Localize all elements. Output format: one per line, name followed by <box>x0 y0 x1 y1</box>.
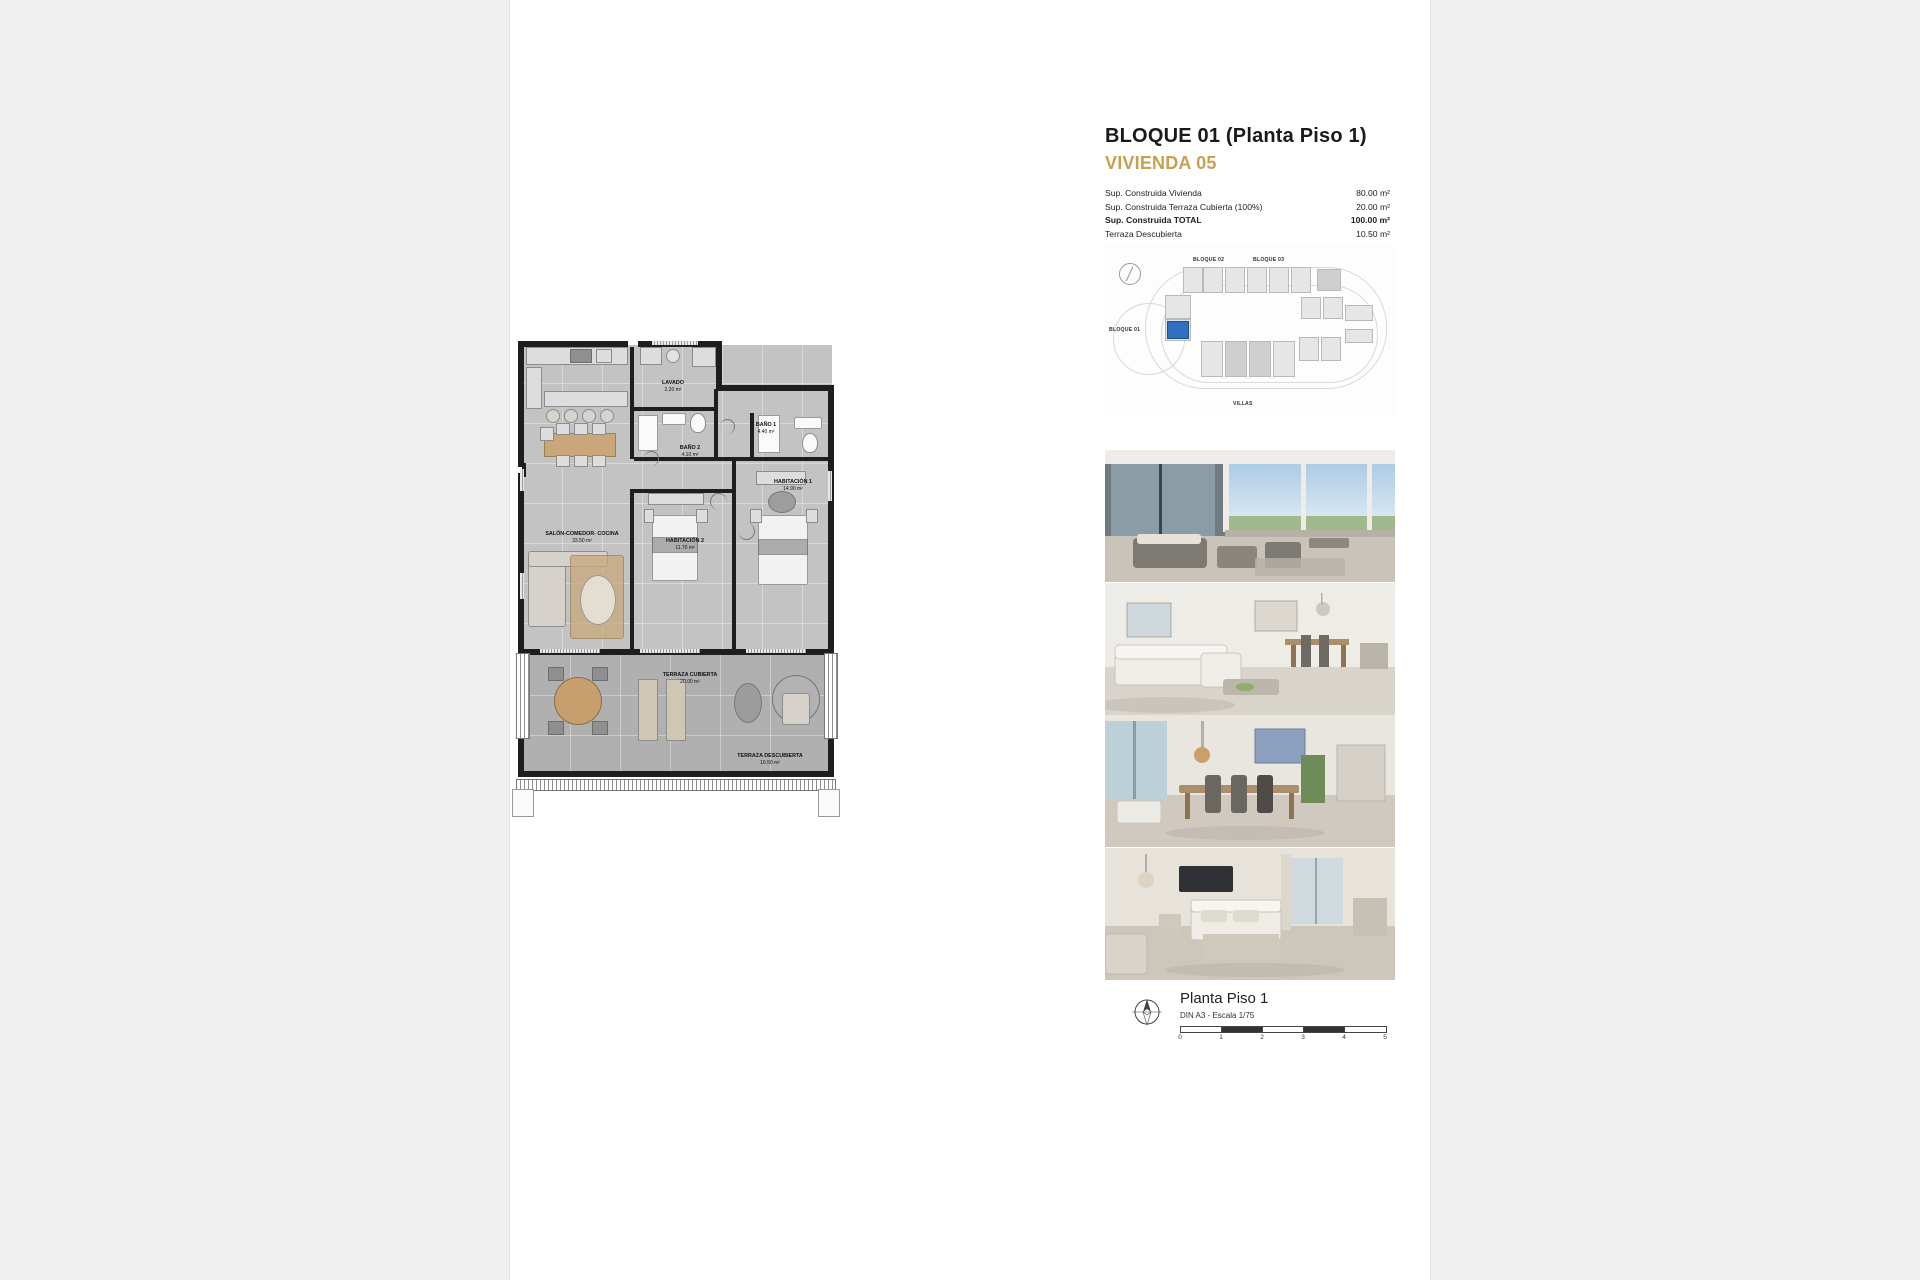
sun-lounger <box>638 679 658 741</box>
room-area: 10.50 m² <box>760 760 780 766</box>
armchair <box>768 491 796 513</box>
site-building <box>1225 267 1245 293</box>
room-area: 14.90 m² <box>783 486 803 492</box>
room-label-terraza-descubierta <box>710 753 830 767</box>
cushion <box>782 693 810 725</box>
room-name: BAÑO 2 <box>679 445 701 451</box>
room-label-bano-1 <box>738 422 794 436</box>
site-building <box>1273 341 1295 377</box>
site-building <box>1201 341 1223 377</box>
floor-plan <box>510 323 980 843</box>
north-compass-icon <box>1130 995 1164 1029</box>
render-dining-room <box>1105 715 1395 847</box>
cooktop <box>570 349 592 363</box>
plan-sheet <box>510 5 1430 1280</box>
dining-table <box>544 433 616 457</box>
outdoor-table <box>554 677 602 725</box>
stool <box>546 409 560 423</box>
room-area: 2.20 m² <box>664 387 682 393</box>
dining-chair <box>574 423 588 435</box>
planter <box>818 789 840 817</box>
interior-wall <box>754 457 830 461</box>
railing <box>824 653 838 739</box>
room-label-terraza-cubierta <box>635 672 745 686</box>
area-label: Sup. Construida TOTAL <box>1105 215 1202 225</box>
area-label: Sup. Construida Terraza Cubierta (100%) <box>1105 201 1263 212</box>
room-label-salon-comedor-cocina <box>522 531 642 545</box>
area-value: 10.50 m² <box>1356 228 1390 239</box>
nightstand <box>806 509 818 523</box>
room-area: 11.70 m² <box>675 545 695 551</box>
outdoor-armchair <box>734 683 762 723</box>
exterior-wall <box>716 385 834 391</box>
interior-wall <box>732 461 736 649</box>
room-area: 4.10 m² <box>681 452 699 458</box>
scale-tick: 4 <box>1342 1034 1346 1041</box>
railing <box>516 653 530 739</box>
drain <box>666 349 680 363</box>
scale-bar <box>1178 1026 1387 1041</box>
planter <box>512 789 534 817</box>
interior-wall <box>634 407 718 411</box>
area-label: Terraza Descubierta <box>1105 228 1182 239</box>
nightstand <box>644 509 654 523</box>
room-name: SALÓN-COMEDOR- COCINA <box>545 531 619 537</box>
sofa <box>528 559 566 627</box>
interior-wall <box>630 347 634 459</box>
area-value: 100.00 m² <box>1350 215 1390 225</box>
scale-tick: 0 <box>1178 1034 1182 1041</box>
kitchen-island <box>544 391 628 407</box>
shower <box>638 415 658 451</box>
washbasin <box>794 417 822 429</box>
header-block <box>1105 125 1400 241</box>
table-row <box>1105 228 1390 242</box>
door-swing <box>710 493 727 510</box>
room-name: HABITACIÓN 2 <box>666 538 704 544</box>
room-label-habitacion-2 <box>650 538 720 552</box>
exterior-wall <box>716 341 722 389</box>
site-building <box>1203 267 1223 293</box>
washbasin <box>662 413 686 425</box>
site-building <box>1321 337 1341 361</box>
dining-chair <box>556 423 570 435</box>
interior-wall <box>750 413 754 461</box>
toilet <box>690 413 706 433</box>
outdoor-chair <box>548 667 564 681</box>
terrace-wall <box>518 771 834 777</box>
render-terrace <box>1105 450 1395 582</box>
render-dining-image <box>1105 715 1395 847</box>
table-row <box>1105 214 1390 228</box>
site-building <box>1301 297 1321 319</box>
site-building <box>1317 269 1341 291</box>
site-building <box>1165 295 1191 319</box>
scale-tick: 2 <box>1260 1034 1264 1041</box>
stool <box>600 409 614 423</box>
site-building <box>1247 267 1267 293</box>
nightstand <box>696 509 708 523</box>
window <box>520 469 524 491</box>
room-label-lavado <box>643 380 703 394</box>
areas-table <box>1105 187 1390 241</box>
washer <box>640 347 662 365</box>
outdoor-chair <box>548 721 564 735</box>
outdoor-chair <box>592 667 608 681</box>
stool <box>564 409 578 423</box>
dining-chair <box>592 423 606 435</box>
site-building <box>1345 305 1373 321</box>
room-name: TERRAZA DESCUBIERTA <box>737 753 803 759</box>
room-label-bano-2 <box>660 445 720 459</box>
toilet <box>802 433 818 453</box>
bed-throw <box>758 539 808 555</box>
outdoor-chair <box>592 721 608 735</box>
site-building <box>1225 341 1247 377</box>
document-page <box>510 0 1430 1280</box>
room-area: 4.40 m² <box>757 429 775 435</box>
interior-wall <box>630 489 634 649</box>
render-living-image <box>1105 583 1395 715</box>
scale-tick: 3 <box>1301 1034 1305 1041</box>
siteplan-label: BLOQUE 02 <box>1193 257 1225 263</box>
window <box>828 471 832 501</box>
sliding-door <box>746 649 806 653</box>
render-terrace-image <box>1105 450 1395 582</box>
coffee-table <box>580 575 616 625</box>
area-label: Sup. Construida Vivienda <box>1105 188 1202 198</box>
scale-tick: 5 <box>1383 1034 1387 1041</box>
site-building <box>1183 267 1203 293</box>
room-name: TERRAZA CUBIERTA <box>662 672 718 678</box>
dining-chair <box>540 427 554 441</box>
door-swing <box>720 419 735 434</box>
footer-subtitle: DIN A3 - Escala 1/75 <box>1180 1011 1255 1020</box>
door-swing <box>738 523 755 540</box>
laundry-sink <box>692 347 716 367</box>
render-bedroom-image <box>1105 848 1395 980</box>
scale-tick: 1 <box>1219 1034 1223 1041</box>
sink <box>596 349 612 363</box>
siteplan-label: BLOQUE 03 <box>1253 257 1285 263</box>
table-row <box>1105 187 1390 201</box>
site-building <box>1299 337 1319 361</box>
sun-lounger <box>666 679 686 741</box>
room-area: 33.50 m² <box>572 538 592 544</box>
render-bedroom <box>1105 848 1395 980</box>
room-area: 20.00 m² <box>680 679 700 685</box>
site-building <box>1249 341 1271 377</box>
unit-title: VIVIENDA 05 <box>1105 153 1217 173</box>
room-name: BAÑO 1 <box>755 422 777 428</box>
site-location-plan <box>1105 245 1395 415</box>
dining-chair <box>592 455 606 467</box>
site-building <box>1345 329 1373 343</box>
table-row <box>1105 201 1390 215</box>
highlighted-unit <box>1167 321 1189 339</box>
nightstand <box>750 509 762 523</box>
window <box>652 341 698 345</box>
railing <box>516 779 836 791</box>
wardrobe <box>648 493 704 505</box>
room-label-habitacion-1 <box>758 479 828 493</box>
area-value: 80.00 m² <box>1356 188 1390 198</box>
exterior-wall <box>518 341 524 467</box>
sliding-door <box>540 649 600 653</box>
siteplan-label: VILLAS <box>1233 401 1253 407</box>
room-name: HABITACIÓN 1 <box>774 479 812 485</box>
footer-title: Planta Piso 1 <box>1180 990 1269 1007</box>
room-name: LAVADO <box>662 380 684 386</box>
stool <box>582 409 596 423</box>
window <box>520 573 524 599</box>
site-building <box>1269 267 1289 293</box>
exterior-wall <box>518 473 524 655</box>
dining-chair <box>574 455 588 467</box>
north-arrow-icon <box>1119 263 1141 285</box>
site-building <box>1323 297 1343 319</box>
sliding-door <box>640 649 700 653</box>
page-title: BLOQUE 01 (Planta Piso 1) <box>1105 125 1367 147</box>
dining-chair <box>556 455 570 467</box>
fridge <box>526 367 542 409</box>
area-value: 20.00 m² <box>1356 201 1390 212</box>
render-living-room <box>1105 583 1395 715</box>
exterior-wall <box>828 385 834 655</box>
siteplan-label: BLOQUE 01 <box>1109 327 1141 333</box>
site-building <box>1291 267 1311 293</box>
door-swing <box>644 451 659 466</box>
